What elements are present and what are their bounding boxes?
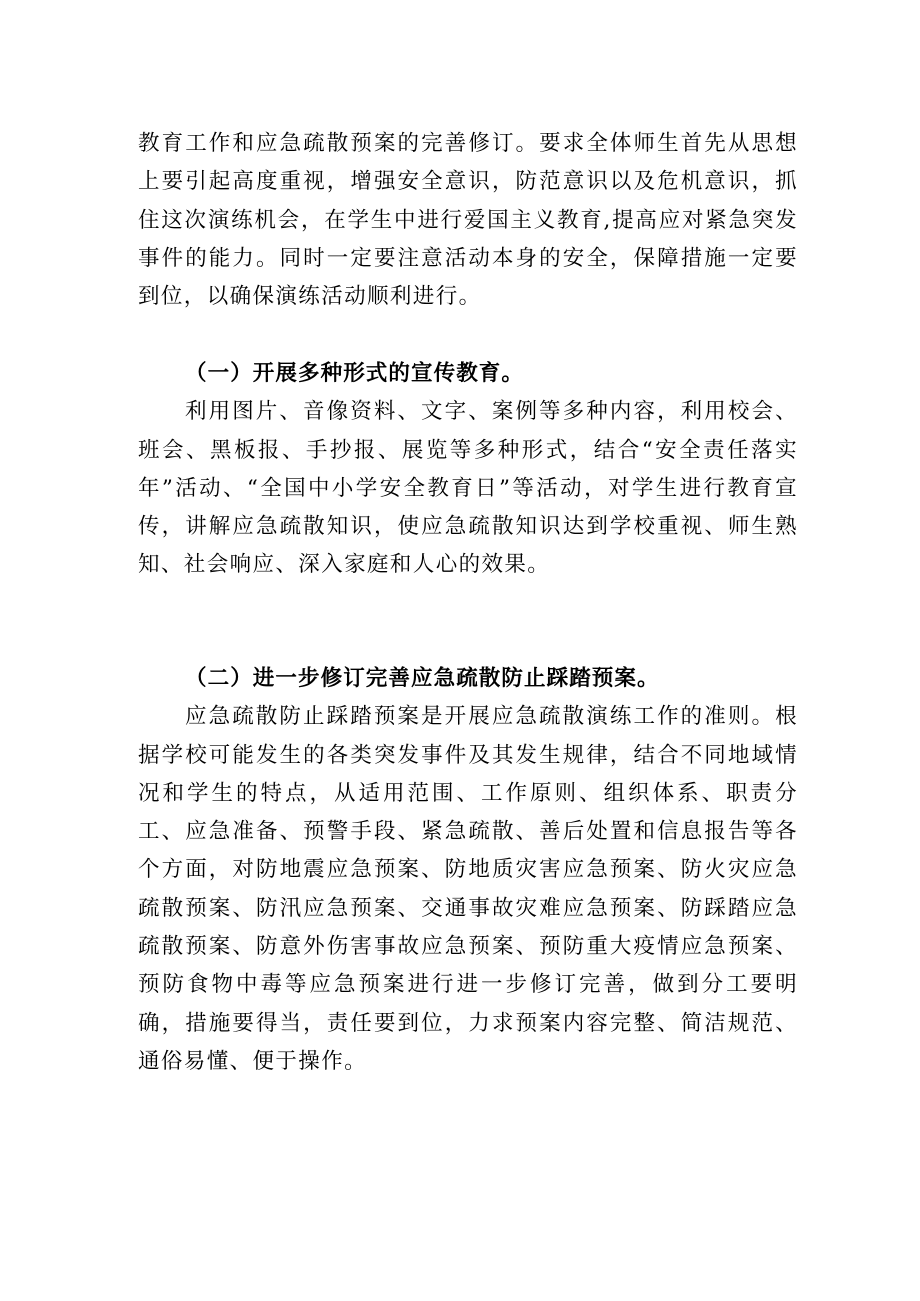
intro-paragraph: 教育工作和应急疏散预案的完善修订。要求全体师生首先从思想上要引起高度重视，增强安全意识，防范意识以及危机意识，抓住这次演练机会，在学生中进行爱国主义教育,提高应对紧急突发事件的能力。同时一定要注意活动本身的安全，保障措施一定要到位，以确保演练活动顺利进行。 — [138, 131, 798, 310]
section-1-paragraph: 利用图片、音像资料、文字、案例等多种内容，利用校会、班会、黑板报、手抄报、展览等多种形式，结合“安全责任落实年”活动、“全国中小学安全教育日”等活动，对学生进行教育宣传，讲解应急疏散知识，使应急疏散知识达到学校重视、师生熟知、社会响应、深入家庭和人心的效果。 — [138, 399, 798, 578]
intro-section — [138, 125, 798, 316]
section-2-heading: （二）进一步修订完善应急疏散防止踩踏预案。 — [185, 666, 660, 691]
section-1-heading: （一）开展多种形式的宣传教育。 — [185, 361, 525, 386]
section-2-paragraph: 应急疏散防止踩踏预案是开展应急疏散演练工作的准则。根据学校可能发生的各类突发事件及其发生规律，结合不同地域情况和学生的特点，从适用范围、工作原则、组织体系、职责分工、应急准备、预警手段、紧急疏散、善后处置和信息报告等各个方面，对防地震应急预案、防地质灾害应急预案、防火灾应急疏散预案、防汛应急预案、交通事故灾难应急预案、防踩踏应急疏散预案、防意外伤害事故应急预案、预防重大疫情应急预案、预防食物中毒等应急预案进行进一步修订完善，做到分工要明确，措施要得当，责任要到位，力求预案内容完整、简洁规范、通俗易懂、便于操作。 — [138, 704, 798, 1074]
section-emergency-plan — [138, 660, 798, 1081]
section-publicity-education — [138, 355, 798, 585]
